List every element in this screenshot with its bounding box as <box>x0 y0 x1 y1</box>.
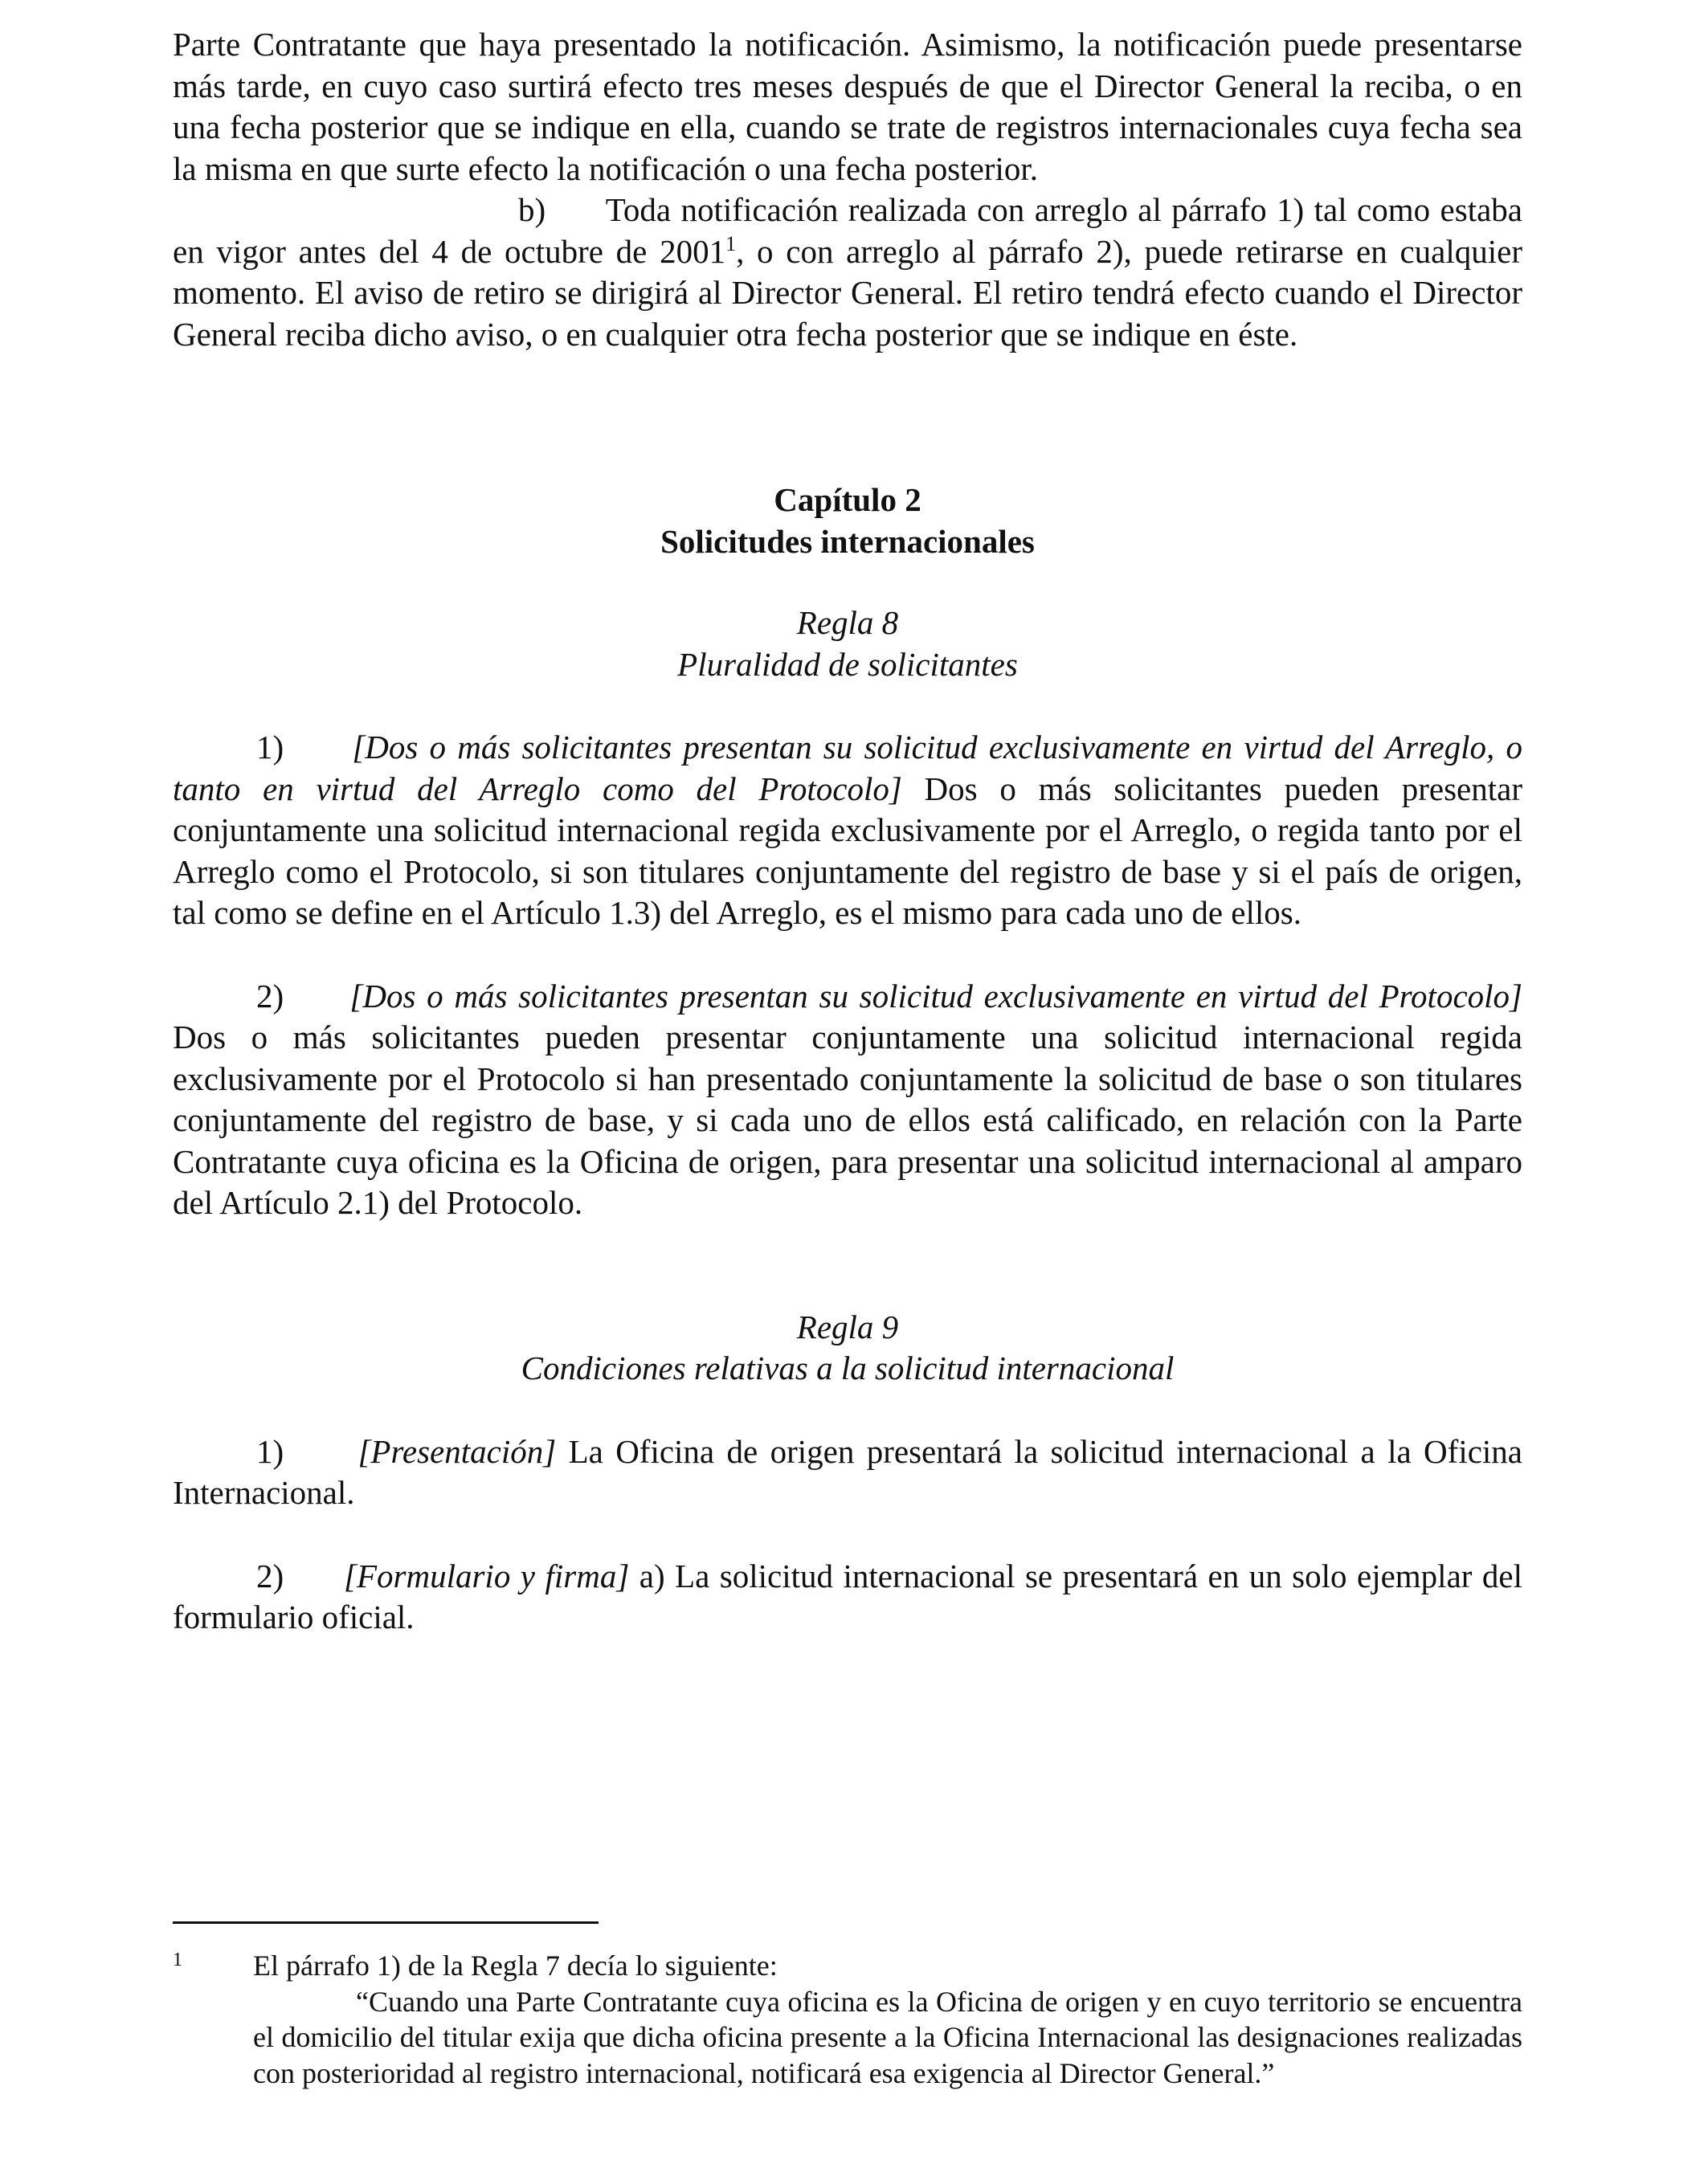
rule-9-paragraph-2-heading: [Formulario y firma] <box>344 1557 630 1594</box>
rule-8-paragraph-1 <box>173 727 1522 934</box>
footnote-body <box>253 1948 1522 2091</box>
paragraph-b-text-1: Toda notificación realizada con arreglo al párrafo 1) tal como estaba en vigor antes del 4 de octubre de 2001 <box>173 191 1522 270</box>
rule-8-paragraph-2-heading: [Dos o más solicitantes presentan su solicitud exclusivamente en virtud del Protocolo] <box>349 977 1522 1015</box>
rule-9-number: Regla 9 <box>796 1308 899 1345</box>
paragraph-b-label: b) <box>518 191 546 228</box>
rule-8-paragraph-1-heading: [Dos o más solicitantes presentan su solicitud exclusivamente en virtud del Arreglo, o tanto en virtud del Arreglo como del Protocolo] <box>173 729 1522 807</box>
document-page <box>173 24 1522 1639</box>
paragraph-b-text-2: , o con arreglo al párrafo 2), puede retirarse en cualquier momento. El aviso de retiro se dirigirá al Director General. El retiro tendrá efecto cuando el Director General reciba dicho aviso, o en cualquier otra fecha posterior que se indique en éste. <box>173 232 1522 353</box>
footnote-reference: 1 <box>725 231 737 255</box>
rule-8-paragraph-1-number: 1) <box>256 729 284 766</box>
footnotes <box>173 1921 1522 2091</box>
rule-9-paragraph-1-number: 1) <box>256 1432 284 1470</box>
rule-9-paragraph-1-heading: [Presentación] <box>358 1432 557 1470</box>
footnote-quote: “Cuando una Parte Contratante cuya oficina es la Oficina de origen y en cuyo territorio se encuentra el domicilio del titular exija que dicha oficina presente a la Oficina Internacional las designaciones realizadas con posterioridad al registro internacional, notificará esa exigencia al Director General.” <box>253 1985 1522 2089</box>
rule-9-paragraph-1 <box>173 1431 1522 1514</box>
rule-9-paragraph-2 <box>173 1556 1522 1639</box>
footnote-mark: 1 <box>173 1950 182 1970</box>
rule-8-paragraph-2-text: Dos o más solicitantes pueden presentar conjuntamente una solicitud internacional regida exclusivamente por el Protocolo si han presentado conjuntamente la solicitud de base o son titulares conjuntamente del registro de base, y si cada uno de ellos está calificado, en relación con la Parte Contratante cuya oficina es la Oficina de origen, para presentar una solicitud internacional al amparo del Artículo 2.1) del Protocolo. <box>173 1019 1522 1221</box>
paragraph-b <box>173 190 1522 355</box>
rule-8-paragraph-2 <box>173 976 1522 1224</box>
rule-9-paragraph-2-number: 2) <box>256 1557 284 1594</box>
footnote-intro: El párrafo 1) de la Regla 7 decía lo siguiente: <box>253 1950 778 1982</box>
rule-8-title: Pluralidad de solicitantes <box>677 645 1018 683</box>
rule-8-number: Regla 8 <box>796 604 899 641</box>
rule-8-paragraph-1-text: Dos o más solicitantes pueden presentar conjuntamente una solicitud internacional regida exclusivamente por el Arreglo, o regida tanto por el Arreglo como el Protocolo, si son titulares conjuntamente del registro de base y si el país de origen, tal como se define en el Artículo 1.3) del Arreglo, es el mismo para cada uno de ellos. <box>173 770 1522 931</box>
paragraph-continuation: Parte Contratante que haya presentado la notificación. Asimismo, la notificación puede presentarse más tarde, en cuyo caso surtirá efecto tres meses después de que el Director General la reciba, o en una fecha posterior que se indique en ella, cuando se trate de registros internacionales cuya fecha sea la misma en que surte efecto la notificación o una fecha posterior. <box>173 26 1522 187</box>
footnote-separator <box>173 1921 599 1924</box>
chapter-title: Solicitudes internacionales <box>660 522 1035 560</box>
rule-9-paragraph-1-text: La Oficina de origen presentará la solicitud internacional a la Oficina Internacional. <box>173 1432 1523 1511</box>
rule-9-paragraph-2-text: a) La solicitud internacional se presentará en un solo ejemplar del formulario oficial. <box>173 1557 1522 1635</box>
footnote-1 <box>173 1948 1522 2091</box>
rule-8-paragraph-2-number: 2) <box>256 977 284 1015</box>
chapter-number: Capítulo 2 <box>774 481 921 518</box>
rule-9-title: Condiciones relativas a la solicitud internacional <box>521 1349 1175 1386</box>
